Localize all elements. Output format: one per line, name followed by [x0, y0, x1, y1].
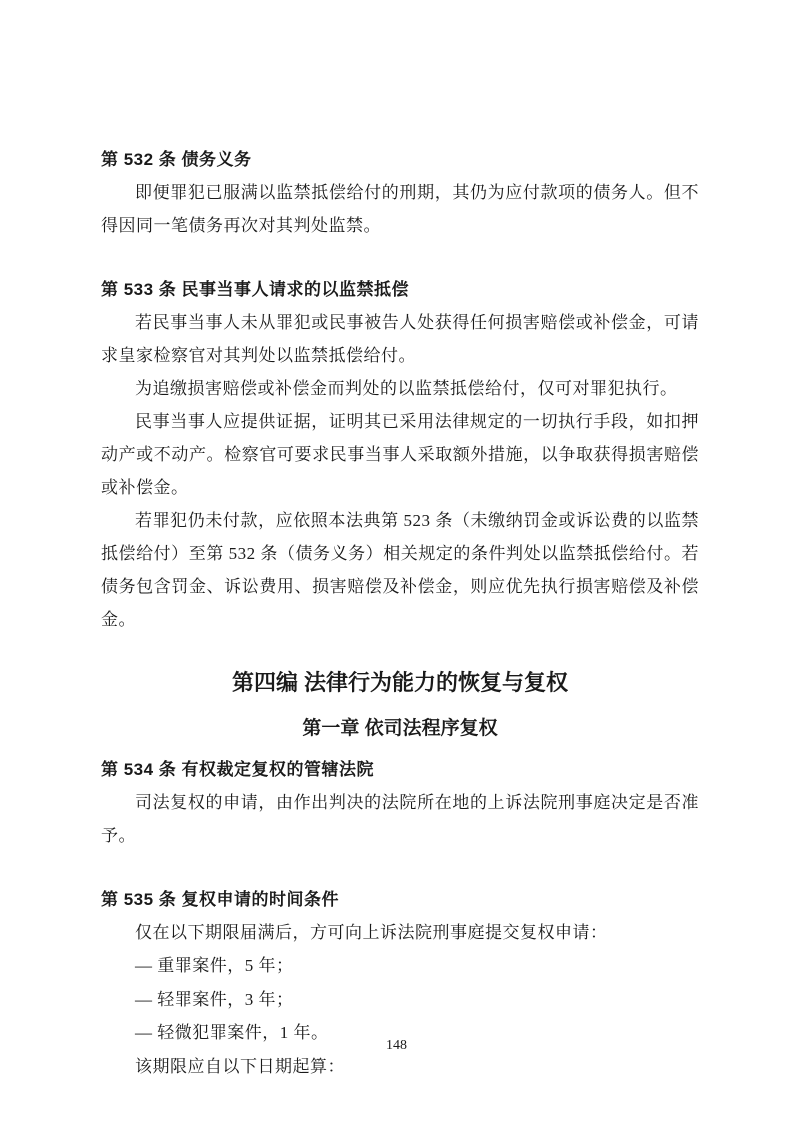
list-item: — 轻罪案件，3 年；	[135, 989, 294, 1009]
paragraph: 该期限应自以下日期起算：	[135, 1056, 345, 1076]
chapter-title: 第一章 依司法程序复权	[302, 718, 498, 739]
article-heading: 第 533 条 民事当事人请求的以监禁抵偿	[101, 280, 410, 299]
paragraph: 司法复权的申请，由作出判决的法院所在地的上诉法院刑事庭决定是否准予。	[101, 793, 699, 845]
page-number: 148	[386, 1038, 407, 1053]
list-item: — 重罪案件，5 年；	[135, 956, 294, 975]
article-heading: 第 534 条 有权裁定复权的管辖法院	[101, 760, 375, 779]
paragraph: 民事当事人应提供证据，证明其已采用法律规定的一切执行手段，如扣押动产或不动产。检察官可要求民事当事人采取额外措施，以争取获得损害赔偿或补偿金。	[101, 412, 699, 497]
paragraph: 若民事当事人未从罪犯或民事被告人处获得任何损害赔偿或补偿金，可请求皇家检察官对其判处以监禁抵偿给付。	[101, 313, 699, 365]
paragraph: 仅在以下期限届满后，方可向上诉法院刑事庭提交复权申请：	[135, 923, 608, 942]
article-heading: 第 535 条 复权申请的时间条件	[101, 890, 340, 909]
paragraph: 为追缴损害赔偿或补偿金而判处的以监禁抵偿给付，仅可对罪犯执行。	[135, 379, 678, 398]
paragraph: 即便罪犯已服满以监禁抵偿给付的刑期，其仍为应付款项的债务人。但不得因同一笔债务再次对其判处监禁。	[101, 183, 699, 235]
paragraph: 若罪犯仍未付款，应依照本法典第 523 条（未缴纳罚金或诉讼费的以监禁抵偿给付）至第 532 条（债务义务）相关规定的条件判处以监禁抵偿给付。若债务包含罚金、诉讼费用、损害赔偿及补偿金，则应优先执行损害赔偿及补偿金。	[101, 511, 699, 629]
article-heading: 第 532 条 债务义务	[101, 150, 252, 169]
list-item: — 轻微犯罪案件，1 年。	[135, 1023, 329, 1042]
document-content	[101, 143, 699, 1083]
part-title: 第四编 法律行为能力的恢复与复权	[231, 670, 569, 695]
